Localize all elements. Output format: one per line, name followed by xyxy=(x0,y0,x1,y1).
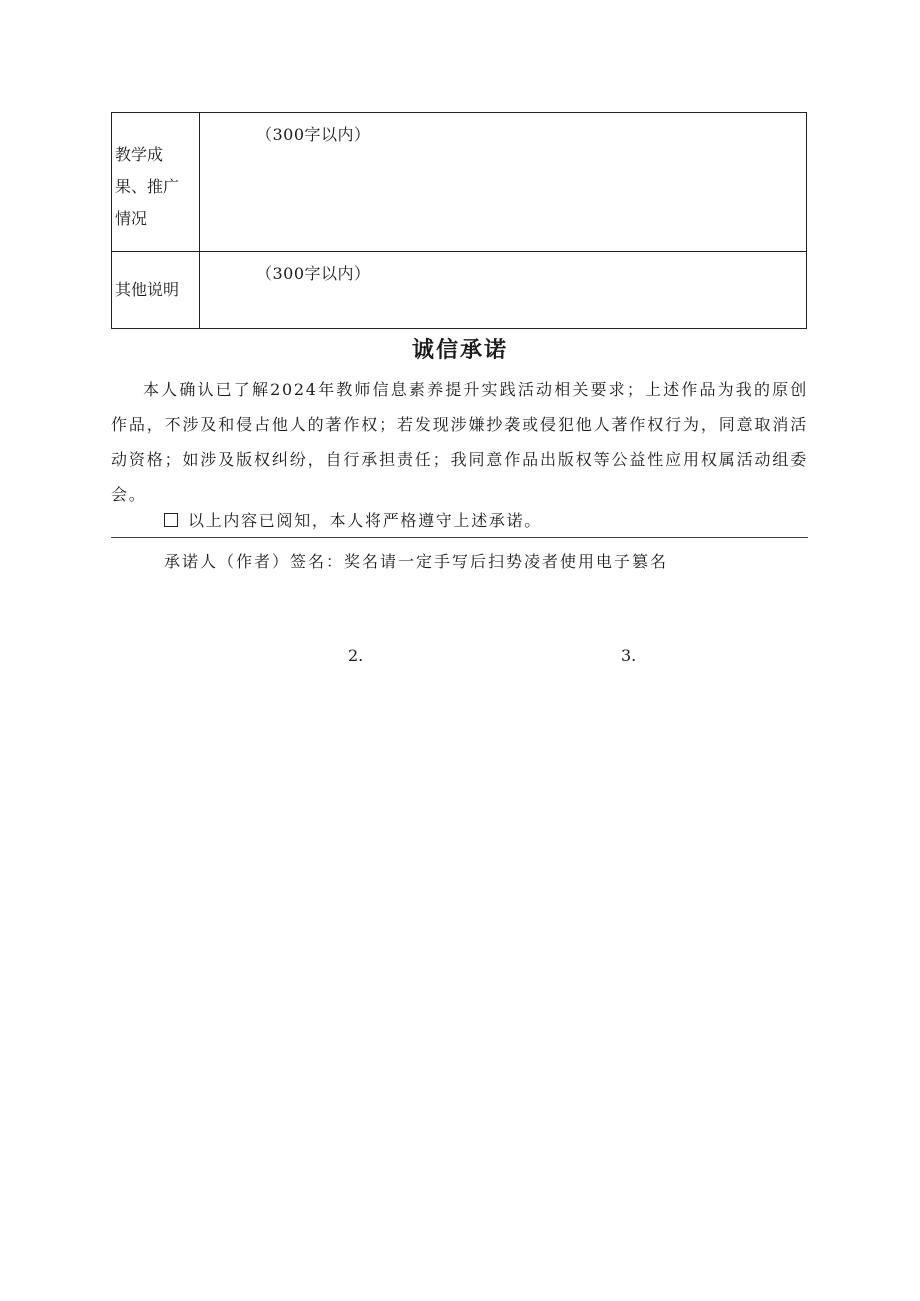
label-line: 情况 xyxy=(115,209,148,228)
pledge-body-text: 本人确认已了解2024年教师信息素养提升实践活动相关要求；上述作品为我的原创作品，不涉及和侵占他人的著作权；若发现涉嫌抄袭或侵犯他人著作权行为，同意取消活动资格；如涉及版权纠纷，自行承担责任；我同意作品出版权等公益性应用权属活动组委会。 xyxy=(111,380,808,504)
info-form-table xyxy=(111,112,807,329)
word-limit-hint: （300字以内） xyxy=(256,125,371,144)
label-line: 教学成 xyxy=(115,145,164,164)
word-limit-hint: （300字以内） xyxy=(256,264,371,283)
table-row-other xyxy=(112,252,807,329)
confirm-text: 以上内容已阅知，本人将严格遵守上述承诺。 xyxy=(188,511,543,530)
row-label-other: 其他说明 xyxy=(112,252,200,329)
results-input-area[interactable] xyxy=(200,113,807,252)
signature-label: 承诺人（作者）签名：奖名请一定手写后扫势凌者使用电子篡名 xyxy=(164,552,669,571)
confirm-checkbox[interactable] xyxy=(164,513,178,527)
divider-line xyxy=(111,537,808,538)
pledge-title: 诚信承诺 xyxy=(411,337,508,363)
table-row-results xyxy=(112,113,807,252)
pledge-confirm-row[interactable] xyxy=(164,508,542,531)
signature-number-3: 3. xyxy=(621,646,637,665)
signature-number-2: 2. xyxy=(348,646,364,665)
label-line: 果、推广 xyxy=(115,177,180,196)
other-notes-input-area[interactable] xyxy=(200,252,807,329)
row-label-results xyxy=(112,113,200,252)
